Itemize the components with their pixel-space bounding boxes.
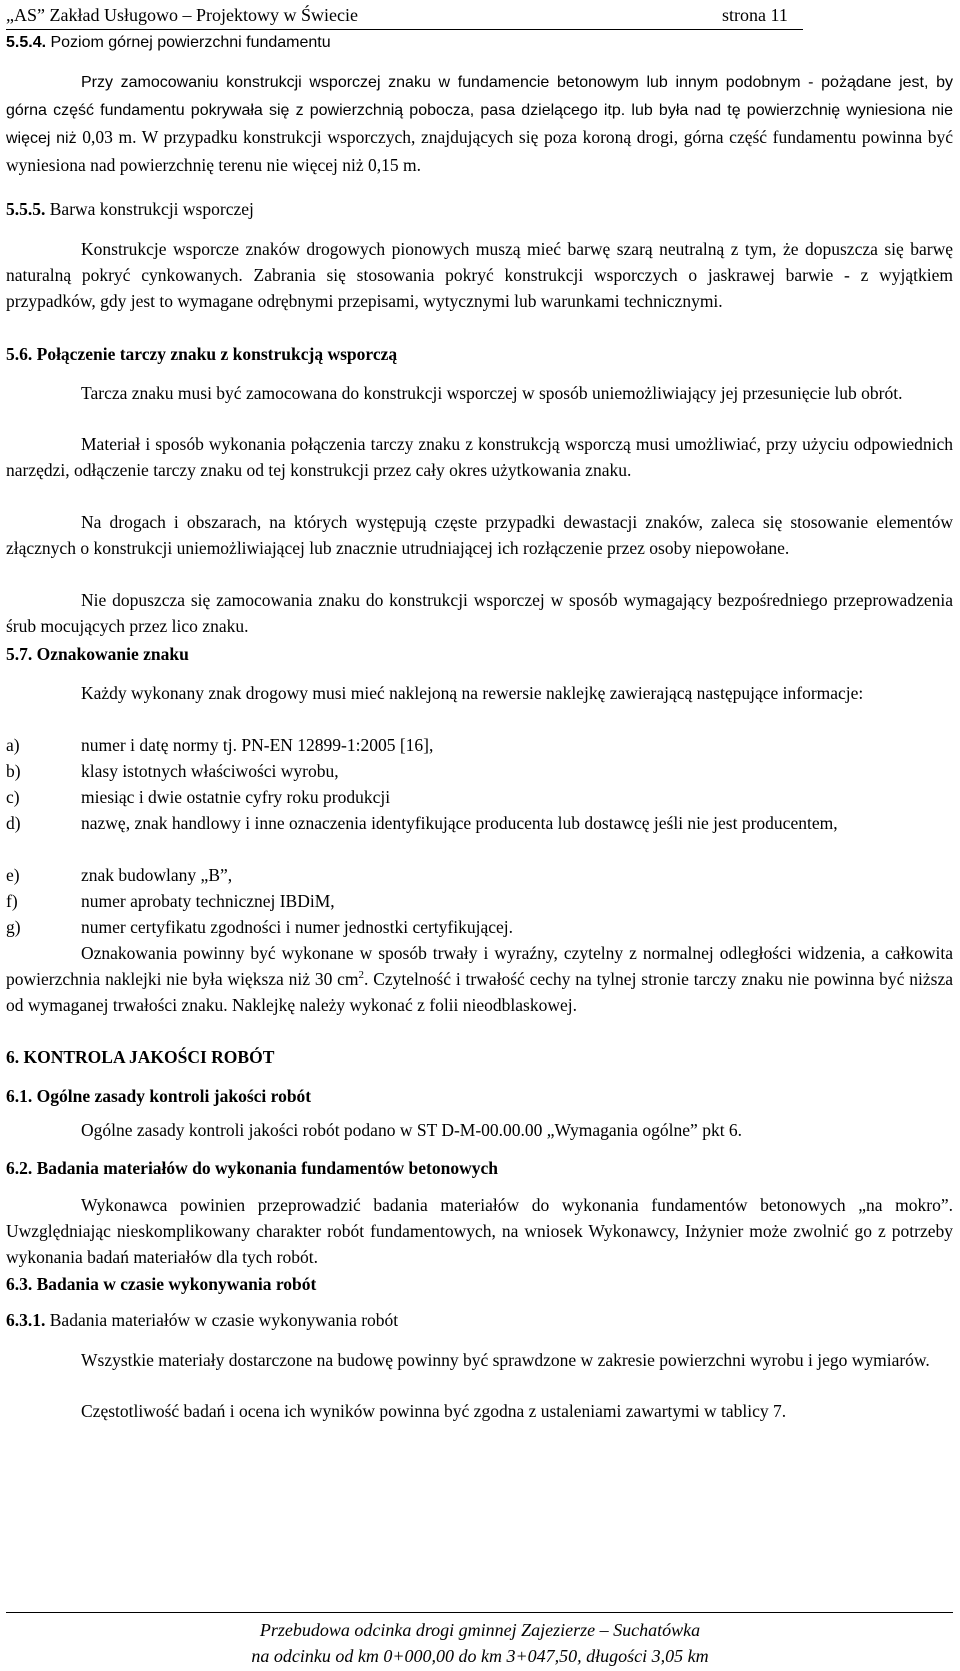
heading-text: Badania materiałów w czasie wykonywania robót xyxy=(49,1310,399,1330)
list-marker: g) xyxy=(6,917,21,937)
marking-text-a: Oznakowania powinny być wykonane w sposób trwały i wyraźny, czytelny z normalnej odległości widzenia, a całkowita powierzchnia naklejki nie była większa niż 30 cm xyxy=(6,943,953,989)
list-text: numer i datę normy tj. PN-EN 12899-1:2005 [16], xyxy=(81,735,434,755)
paragraph-5-7-intro: Każdy wykonany znak drogowy musi mieć naklejoną na rewersie naklejkę zawierającą następujące informacje: xyxy=(81,683,864,703)
heading-6-2: 6.2. Badania materiałów do wykonania fundamentów betonowych xyxy=(6,1158,498,1178)
text-value: 0,03 m. xyxy=(82,127,137,147)
list-marker: c) xyxy=(6,787,20,807)
heading-text: Barwa konstrukcji wsporczej xyxy=(49,199,254,219)
header-page-number: strona 11 xyxy=(722,5,788,25)
paragraph-6-2: Wykonawca powinien przeprowadzić badania materiałów do wykonania fundamentów betonowych „na mokro”. Uwzględniając nieskomplikowany charakter robót fundamentowych, na wniosek Wykonawcy, Inżynier może zwolnić go z potrzeby wykonania badań materiałów dla tych robót. xyxy=(6,1195,953,1267)
text-serif: W przypadku konstrukcji wsporczych, znajdujących się poza koroną drogi, górna część fundamentu powinna być wyniesiona nad powierzchnię terenu nie więcej niż 0,15 m. xyxy=(6,127,954,175)
paragraph-5-6-4: Nie dopuszcza się zamocowania znaku do konstrukcji wsporczej w sposób wymagający bezpośredniego przeprowadzenia śrub mocujących przez lico znaku. xyxy=(6,590,953,636)
heading-6-3: 6.3. Badania w czasie wykonywania robót xyxy=(6,1274,317,1294)
list-text: miesiąc i dwie ostatnie cyfry roku produkcji xyxy=(81,787,391,807)
heading-5-6: 5.6. Połączenie tarczy znaku z konstrukcją wsporczą xyxy=(6,344,398,364)
paragraph-5-6-2: Materiał i sposób wykonania połączenia tarczy znaku z konstrukcją wsporczą musi umożliwiać, przy użyciu odpowiednich narzędzi, odłączenie tarczy znaku od tej konstrukcji przez cały okres użytkowania znaku. xyxy=(6,434,953,480)
header-company: „AS” Zakład Usługowo – Projektowy w Świecie xyxy=(6,5,358,25)
heading-number: 5.5.4. xyxy=(6,34,47,51)
heading-5-5-5 xyxy=(6,196,254,222)
list-text: znak budowlany „B”, xyxy=(81,865,233,885)
list-marker: a) xyxy=(6,735,20,755)
heading-6-3-1 xyxy=(6,1307,398,1333)
paragraph-5-5-4 xyxy=(6,68,953,178)
list-marker: d) xyxy=(6,813,21,833)
footer-line-2: na odcinku od km 0+000,00 do km 3+047,50, długości 3,05 km xyxy=(251,1646,709,1666)
paragraph-5-6-1: Tarcza znaku musi być zamocowana do konstrukcji wsporczej w sposób uniemożliwiający jej przesunięcie lub obrót. xyxy=(81,383,903,403)
heading-number: 5.5.5. xyxy=(6,199,46,219)
paragraph-5-7-marking xyxy=(6,940,953,1018)
list-item xyxy=(6,810,953,836)
marking-text-b: . Czytelność i trwałość cechy na tylnej stronie tarczy znaku nie powinna być niższa od wymaganej trwałości znaku. Naklejkę należy wykonać z folii nieodblaskowej. xyxy=(6,969,953,1015)
paragraph-6-3-1-b: Częstotliwość badań i ocena ich wyników powinna być zgodna z ustaleniami zawartymi w tablicy 7. xyxy=(81,1401,787,1421)
paragraph-6-1: Ogólne zasady kontroli jakości robót podano w ST D-M-00.00.00 „Wymagania ogólne” pkt 6. xyxy=(81,1120,743,1140)
list-item xyxy=(6,888,953,914)
list-text: klasy istotnych właściwości wyrobu, xyxy=(81,761,339,781)
list-text: numer aprobaty technicznej IBDiM, xyxy=(81,891,335,911)
list-marker: b) xyxy=(6,761,21,781)
text-sans: Przy zamocowaniu konstrukcji wsporczej znaku w fundamencie betonowym lub innym podobnym - pożądane jest, by górna część fundamentu pokrywała się z powierzchnią pobocza, pasa dzielącego itp. lub była nad tę powierzchnię wyniesiona nie więcej niż xyxy=(6,74,953,147)
list-item xyxy=(6,784,953,810)
heading-text: Poziom górnej powierzchni fundamentu xyxy=(50,34,331,51)
list-text: numer certyfikatu zgodności i numer jednostki certyfikującej. xyxy=(81,917,514,937)
paragraph-5-6-3: Na drogach i obszarach, na których występują częste przypadki dewastacji znaków, zaleca się stosowanie elementów złącznych o konstrukcji uniemożliwiającej lub znacznie utrudniającej ich rozłączenie przez osoby niepowołane. xyxy=(6,512,953,558)
list-item xyxy=(6,862,953,888)
list-item xyxy=(6,758,953,784)
list-item xyxy=(6,732,953,758)
footer-rule xyxy=(6,1612,953,1613)
list-text: nazwę, znak handlowy i inne oznaczenia identyfikujące producenta lub dostawcę jeśli nie jest producentem, xyxy=(81,813,838,833)
footer-line-1: Przebudowa odcinka drogi gminnej Zajezierze – Suchatówka xyxy=(259,1620,701,1640)
heading-6: 6. KONTROLA JAKOŚCI ROBÓT xyxy=(6,1047,275,1067)
heading-5-5-4 xyxy=(6,30,331,56)
heading-number: 6.3.1. xyxy=(6,1310,46,1330)
list-marker: e) xyxy=(6,865,20,885)
list-marker: f) xyxy=(6,891,18,911)
heading-6-1: 6.1. Ogólne zasady kontroli jakości robót xyxy=(6,1086,312,1106)
paragraph-6-3-1-a: Wszystkie materiały dostarczone na budowę powinny być sprawdzone w zakresie powierzchni wyrobu i jego wymiarów. xyxy=(81,1350,930,1370)
paragraph-5-5-5: Konstrukcje wsporcze znaków drogowych pionowych muszą mieć barwę szarą neutralną z tym, że dopuszcza się barwę naturalną pokryć cynkowanych. Zabrania się stosowania pokryć konstrukcji wsporczych o jaskrawej barwie - z wyjątkiem przypadków, gdy jest to wymagane odrębnymi przepisami, wytycznymi lub warunkami technicznymi. xyxy=(6,239,953,311)
superscript: 2 xyxy=(358,969,365,982)
heading-5-7: 5.7. Oznakowanie znaku xyxy=(6,644,189,664)
list-item xyxy=(6,914,953,940)
